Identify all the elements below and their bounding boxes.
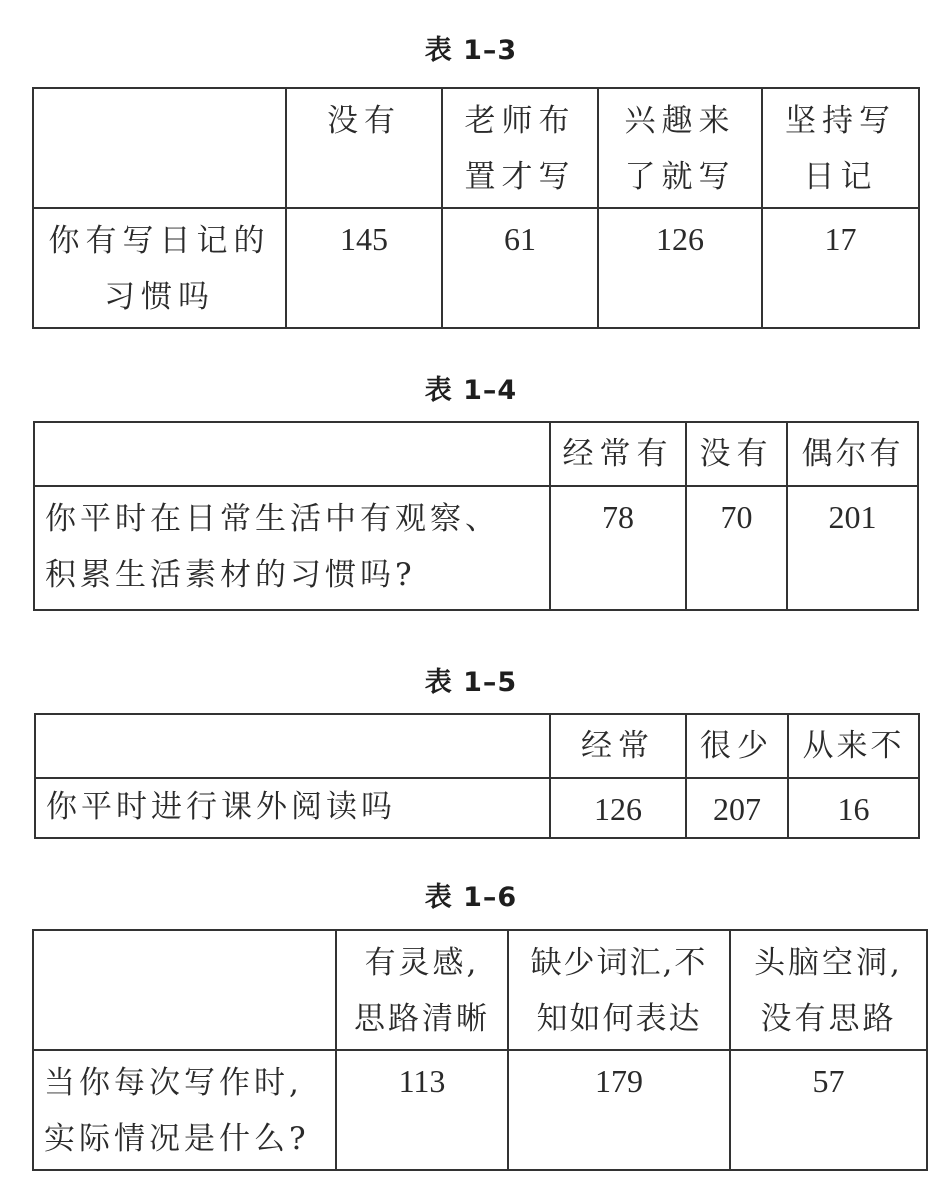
question-cell: 你平时进行课外阅读吗 [35,778,550,838]
header-cell: 头脑空洞, 没有思路 [730,930,927,1050]
header-cell: 老师布 置才写 [442,88,598,208]
table-row [33,1050,927,1170]
header-cell: 偶尔有 [787,422,918,486]
value-cell: 179 [508,1050,730,1170]
header-cell: 没有 [286,88,442,208]
table-row [34,486,918,610]
value-cell: 207 [686,778,788,838]
value-cell: 61 [442,208,598,328]
question-cell: 当你每次写作时, 实际情况是什么? [33,1050,336,1170]
value-cell: 126 [598,208,762,328]
value-cell: 70 [686,486,787,610]
question-cell: 你平时在日常生活中有观察、 积累生活素材的习惯吗? [34,486,550,610]
table-1-4-caption: 表 1–4 [424,375,518,406]
value-cell: 57 [730,1050,927,1170]
table-1-5-caption: 表 1–5 [424,667,518,698]
table-1-3-caption: 表 1–3 [424,35,518,66]
table-1-6-caption: 表 1–6 [424,882,518,913]
header-cell: 从来不 [788,714,919,778]
table-corner-cell [35,714,550,778]
table-row-header [33,88,919,208]
table-row-header [35,714,919,778]
value-cell: 17 [762,208,919,328]
value-cell: 201 [787,486,918,610]
table-row [33,208,919,328]
header-cell: 坚持写 日记 [762,88,919,208]
value-cell: 126 [550,778,686,838]
table-row-header [34,422,918,486]
header-cell: 缺少词汇,不 知如何表达 [508,930,730,1050]
header-cell: 兴趣来 了就写 [598,88,762,208]
table-1-3 [32,87,920,329]
value-cell: 78 [550,486,686,610]
header-cell: 有灵感, 思路清晰 [336,930,508,1050]
header-cell: 经常有 [550,422,686,486]
value-cell: 145 [286,208,442,328]
table-1-5 [34,713,920,839]
table-corner-cell [34,422,550,486]
table-row [35,778,919,838]
table-corner-cell [33,88,286,208]
table-corner-cell [33,930,336,1050]
table-1-6 [32,929,928,1171]
table-1-4 [33,421,919,611]
question-cell: 你有写日记的 习惯吗 [33,208,286,328]
header-cell: 没有 [686,422,787,486]
header-cell: 经常 [550,714,686,778]
value-cell: 113 [336,1050,508,1170]
value-cell: 16 [788,778,919,838]
table-row-header [33,930,927,1050]
header-cell: 很少 [686,714,788,778]
